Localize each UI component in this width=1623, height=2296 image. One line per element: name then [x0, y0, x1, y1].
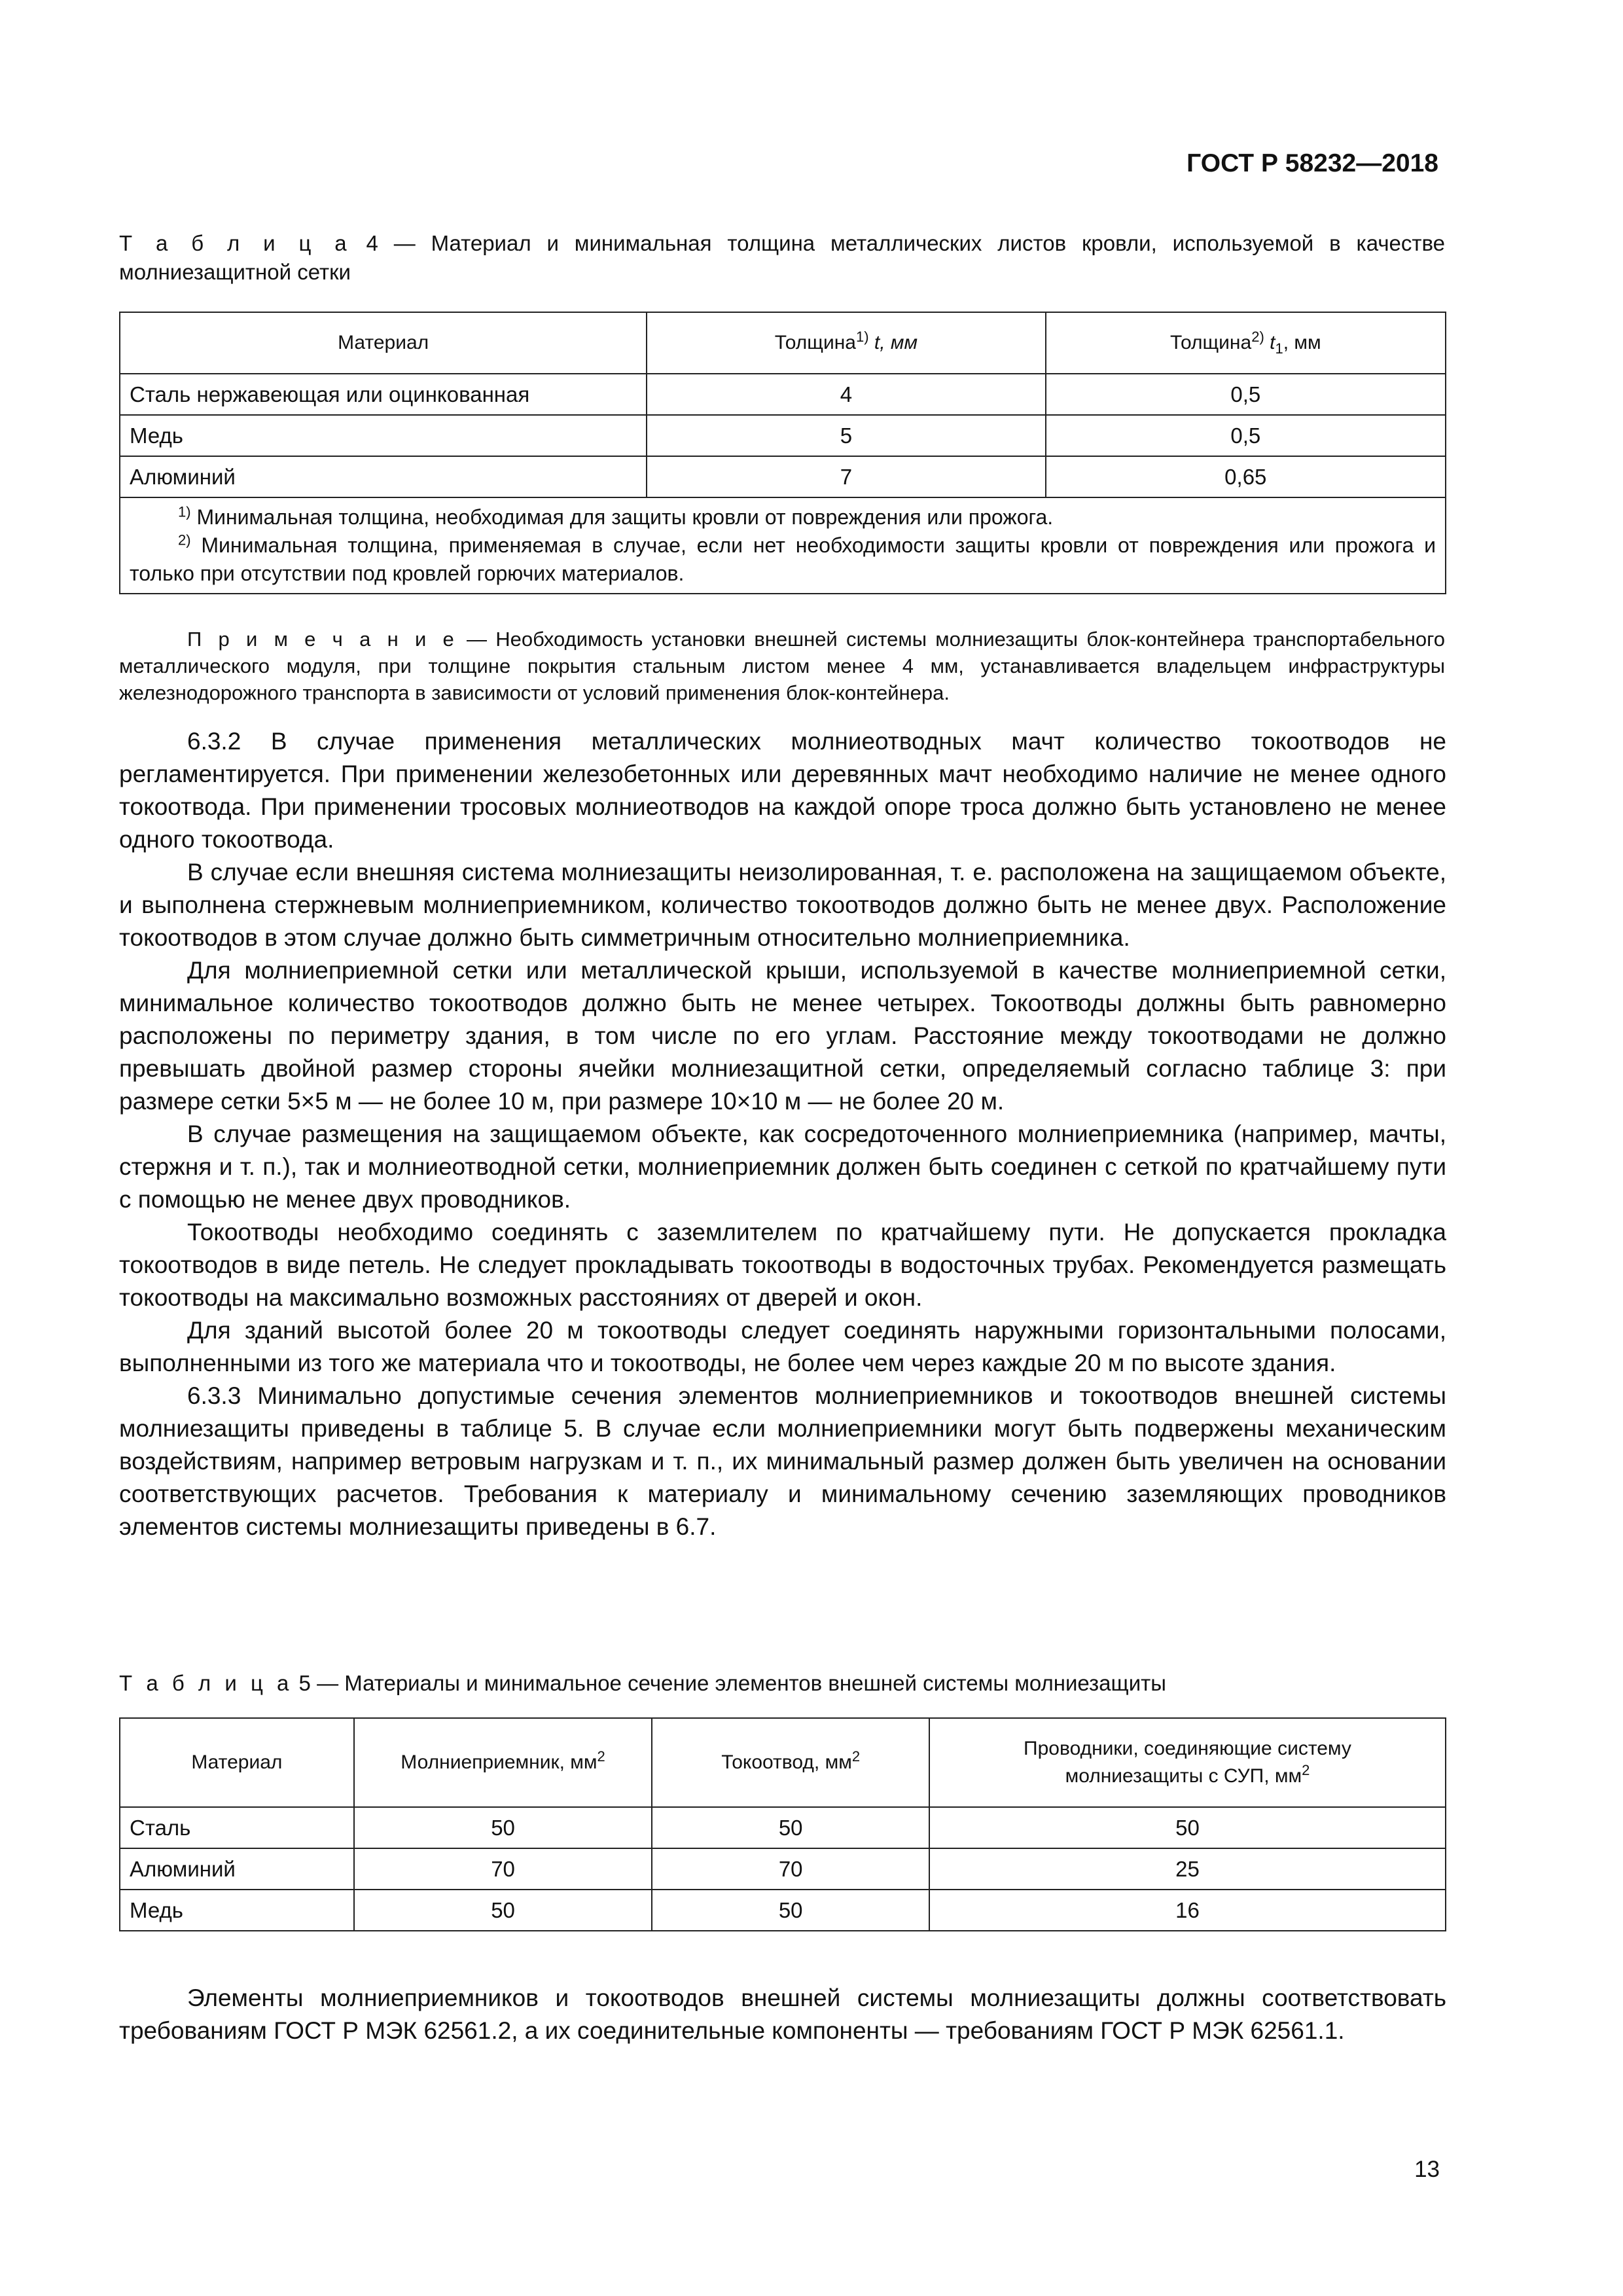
- note-text: — Необходимость установки внешней системы молниезащиты блок-контейнера транспортабельного металлического модуля, при толщине покрытия стальным листом менее 4 мм, устанавливается владельцем инфраструктуры железнодорожного транспорта в зависимости от условий применения блок-контейнера.: [119, 628, 1445, 704]
- note-label: П р и м е ч а н и е: [187, 628, 458, 651]
- table4-cell-t1: 0,5: [1046, 374, 1446, 415]
- table5-cell-down: 50: [652, 1890, 929, 1931]
- paragraph: Элементы молниеприемников и токоотводов внешней системы молниезащиты должны соответствовать требованиям ГОСТ Р МЭК 62561.2, а их соединительные компоненты — требованиям ГОСТ Р МЭК 62561.1.: [119, 1984, 1446, 2044]
- table4-cell-t1: 0,65: [1046, 456, 1446, 497]
- paragraph: В случае размещения на защищаемом объекте, как сосредоточенного молниеприемника (например, мачты, стержня и т. п.), так и молниеотводной сетки, молниеприемник должен быть соединен с сеткой по кратчайшему пути с помощью не менее двух проводников.: [119, 1121, 1446, 1213]
- table4: [119, 312, 1446, 594]
- table4-cell-t: 5: [647, 415, 1045, 456]
- table5-cell-air: 50: [354, 1890, 652, 1931]
- paragraph: Токоотводы необходимо соединять с заземлителем по кратчайшему пути. Не допускается прокладка токоотводов в виде петель. Не следует прокладывать токоотводы в водосточных трубах. Рекомендуется размещать токоотводы на максимально возможных расстояниях от дверей и окон.: [119, 1219, 1446, 1311]
- table5-caption-text: 5 — Материалы и минимальное сечение элементов внешней системы молниезащиты: [293, 1671, 1166, 1695]
- table4-header-thickness-t1: Толщина$^{2)}$ $t_1$, мм: [1046, 312, 1446, 374]
- table4-caption: [119, 229, 1445, 287]
- table5-cell-material: Медь: [120, 1890, 354, 1931]
- table4-caption-text: 4 — Материал и минимальная толщина металлических листов кровли, используемой в качестве молниезащитной сетки: [119, 231, 1445, 284]
- table5-header-bonding-conductors: Проводники, соединяющие систему молниезащиты с СУП, $мм^2$: [929, 1718, 1446, 1807]
- table-row: [120, 1848, 1446, 1890]
- table4-cell-t: 4: [647, 374, 1045, 415]
- paragraph: 6.3.3 Минимально допустимые сечения элементов молниеприемников и токоотводов внешней системы молниезащиты приведены в таблице 5. В случае если молниеприемники могут быть подвержены механическим воздействиям, например ветровым нагрузкам и т. п., их минимальный размер должен быть увеличен на основании соответствующих расчетов. Требования к материалу и минимальному сечению заземляющих проводников элементов системы молниезащиты приведены в 6.7.: [119, 1382, 1446, 1540]
- table5-cell-material: Алюминий: [120, 1848, 354, 1890]
- table4-footnotes: [120, 497, 1446, 594]
- table4-cell-t1: 0,5: [1046, 415, 1446, 456]
- table4-cell-material: Алюминий: [120, 456, 647, 497]
- table5-header-air-termination: Молниеприемник, $мм^2$: [354, 1718, 652, 1807]
- table-row: [120, 415, 1446, 456]
- note: [119, 626, 1445, 706]
- table-row: [120, 1807, 1446, 1848]
- paragraph: Для зданий высотой более 20 м токоотводы следует соединять наружными горизонтальными полосами, выполненными из того же материала что и токоотводы, не более чем через каждые 20 м по высоте здания.: [119, 1317, 1446, 1376]
- table5-caption: [119, 1669, 1445, 1698]
- table4-footnotes-row: [120, 497, 1446, 594]
- table4-cell-material: Сталь нержавеющая или оцинкованная: [120, 374, 647, 415]
- table4-header-thickness-t: Толщина$^{1)}$ t, мм: [647, 312, 1045, 374]
- table5-cell-down: 70: [652, 1848, 929, 1890]
- paragraph: Для молниеприемной сетки или металлической крыши, используемой в качестве молниеприемной сетки, минимальное количество токоотводов должно быть не менее четырех. Токоотводы должны быть равномерно расположены по периметру здания, в том числе по его углам. Расстояние между токоотводами не должно превышать двойной размер стороны ячейки молниезащитной сетки, определяемый согласно таблице 3: при размере сетки 5×5 м — не более 10 м, при размере 10×10 м — не более 20 м.: [119, 957, 1446, 1115]
- table4-caption-label: Т а б л и ц а: [119, 231, 351, 255]
- table5-cell-down: 50: [652, 1807, 929, 1848]
- table4-cell-t: 7: [647, 456, 1045, 497]
- table5-cell-material: Сталь: [120, 1807, 354, 1848]
- table5-cell-air: 50: [354, 1807, 652, 1848]
- table4-header-row: [120, 312, 1446, 374]
- table5-caption-label: Т а б л и ц а: [119, 1671, 293, 1695]
- page-number: 13: [1414, 2157, 1440, 2182]
- table5-cell-air: 70: [354, 1848, 652, 1890]
- footnote-2: $^{2)}$ Минимальная толщина, применяемая в случае, если нет необходимости защиты кровли от повреждения или прожога и только при отсутствии под кровлей горючих материалов.: [130, 531, 1436, 585]
- table-row: [120, 456, 1446, 497]
- table5-cell-bond: 16: [929, 1890, 1446, 1931]
- document-code: ГОСТ Р 58232—2018: [1186, 149, 1438, 177]
- table5-header-row: [120, 1718, 1446, 1807]
- table5-header-material: Материал: [120, 1718, 354, 1807]
- paragraph: 6.3.2 В случае применения металлических молниеотводных мачт количество токоотводов не регламентируется. При применении железобетонных или деревянных мачт необходимо наличие не менее одного токоотвода. При применении тросовых молниеотводов на каждой опоре троса должно быть установлено не менее одного токоотвода.: [119, 728, 1446, 853]
- table4-header-material: Материал: [120, 312, 647, 374]
- body-text-final: [119, 1982, 1446, 2047]
- table5-cell-bond: 50: [929, 1807, 1446, 1848]
- table-row: [120, 1890, 1446, 1931]
- table5-cell-bond: 25: [929, 1848, 1446, 1890]
- table5: [119, 1717, 1446, 1931]
- paragraph: В случае если внешняя система молниезащиты неизолированная, т. е. расположена на защищаемом объекте, и выполнена стержневым молниеприемником, количество токоотводов должно быть не менее двух. Расположение токоотводов в этом случае должно быть симметричным относительно молниеприемника.: [119, 859, 1446, 951]
- table5-header-down-conductor: Токоотвод, $мм^2$: [652, 1718, 929, 1807]
- table-row: [120, 374, 1446, 415]
- footnote-1: $^{1)}$ Минимальная толщина, необходимая для защиты кровли от повреждения или прожога.: [178, 503, 1054, 529]
- body-text-section1: [119, 725, 1446, 1543]
- table4-cell-material: Медь: [120, 415, 647, 456]
